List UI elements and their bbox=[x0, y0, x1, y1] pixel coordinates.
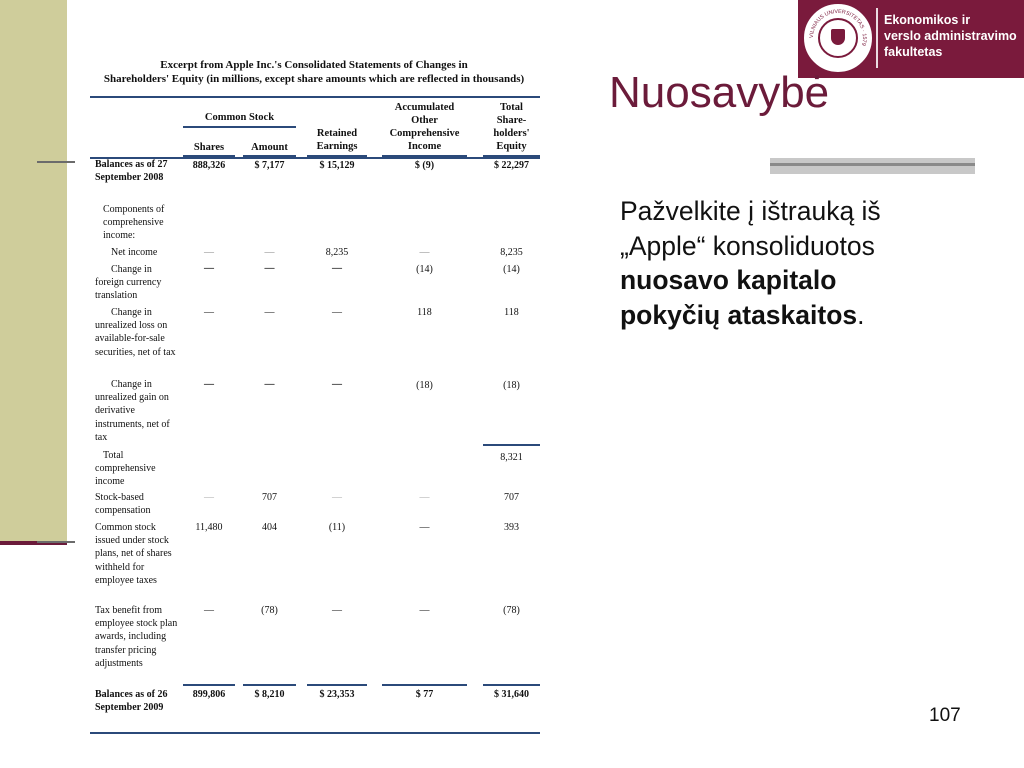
cell-shares: — bbox=[204, 247, 214, 258]
cell-total: $ 22,297 bbox=[494, 160, 529, 171]
cell-retained: (11) bbox=[328, 522, 346, 533]
left-decor-line-bottom bbox=[37, 541, 75, 543]
cell-amount: $ 8,210 bbox=[254, 689, 285, 700]
final-rule-shares bbox=[183, 684, 235, 686]
row-label bbox=[95, 449, 180, 489]
cell-retained: — bbox=[332, 307, 342, 318]
cell-retained: — bbox=[332, 605, 342, 616]
header-total-line-3: holders' bbox=[493, 128, 530, 139]
cell-shares: — bbox=[204, 263, 214, 274]
cell-retained: 8,235 bbox=[325, 247, 349, 258]
cell-retained: $ 23,353 bbox=[319, 689, 355, 700]
faculty-name-line-2: verslo administravimo bbox=[884, 29, 1017, 43]
faculty-name-line-1: Ekonomikos ir bbox=[884, 13, 971, 27]
header-retained-line-1: Retained bbox=[316, 128, 358, 139]
row-label: Balances as of 26 September 2009 bbox=[95, 689, 168, 714]
cell-amount: — bbox=[264, 247, 275, 258]
header-common-stock: Common Stock bbox=[204, 112, 275, 123]
row-label: Stock-based compensation bbox=[95, 492, 151, 517]
row-label: Net income bbox=[111, 247, 158, 258]
svg-text:VILNIAUS UNIVERSITETAS · 1579: VILNIAUS UNIVERSITETAS · 1579 bbox=[808, 8, 868, 47]
cell-aoci: (14) bbox=[416, 264, 433, 275]
cell-aoci: — bbox=[419, 247, 430, 258]
row-label-text: Change in unrealized loss on available-for-sale securities, net of tax bbox=[95, 307, 176, 358]
row-label: Balances as of 27 September 2008 bbox=[95, 159, 168, 184]
row-label-text: Change in unrealized gain on derivative instruments, net of tax bbox=[95, 379, 170, 443]
header-total-line-1: Total bbox=[500, 102, 523, 113]
logo-divider bbox=[876, 8, 878, 68]
header-retained-earnings bbox=[307, 127, 367, 153]
left-decor-band bbox=[0, 0, 67, 541]
cell-amount: — bbox=[264, 307, 275, 318]
cell-shares: — bbox=[204, 605, 214, 616]
seal-inner-ring bbox=[818, 18, 858, 58]
cell-retained: — bbox=[332, 492, 342, 503]
row-label: Tax benefit from employee stock plan awards, including transfer pricing adjustments bbox=[95, 605, 178, 669]
cell-shares: — bbox=[204, 307, 214, 318]
header-total-equity bbox=[483, 101, 540, 153]
row-label: Components of comprehensive income: bbox=[103, 204, 165, 242]
cell-aoci: (18) bbox=[416, 380, 433, 391]
excerpt-title bbox=[88, 58, 540, 86]
cell-amount: — bbox=[264, 263, 275, 274]
cell-aoci: $ (9) bbox=[414, 160, 435, 171]
cell-total: (18) bbox=[503, 380, 520, 391]
excerpt-title-line-1: Excerpt from Apple Inc.'s Consolidated Statements of Changes in bbox=[160, 59, 468, 71]
page-number: 107 bbox=[929, 705, 961, 726]
row-label-text: Change in foreign currency translation bbox=[95, 264, 162, 302]
cell-total: (14) bbox=[503, 264, 520, 275]
cell-shares: 899,806 bbox=[192, 689, 226, 700]
header-aoci-line-2: Other bbox=[411, 115, 438, 126]
cell-total: (78) bbox=[503, 605, 520, 616]
body-text-bold: nuosavo kapitalo pokyčių ataskaitos bbox=[620, 265, 858, 330]
table-bottom-rule bbox=[90, 732, 540, 734]
row-label: Common stock issued under stock plans, net of shares withheld for employee taxes bbox=[95, 522, 172, 586]
final-rule-amount bbox=[243, 684, 296, 686]
final-rule-aoci bbox=[382, 684, 467, 686]
cell-total: 118 bbox=[504, 307, 519, 318]
slide-body-text bbox=[620, 194, 920, 332]
cell-total: $ 31,640 bbox=[494, 689, 529, 700]
cell-amount: (78) bbox=[261, 605, 278, 616]
cell-amount: $ 7,177 bbox=[254, 160, 285, 171]
common-stock-rule bbox=[183, 126, 296, 128]
header-total-line-2: Share- bbox=[496, 115, 527, 126]
cell-retained: — bbox=[332, 379, 342, 390]
cell-total: 8,235 bbox=[500, 247, 523, 258]
body-text-plain: Pažvelkite į ištrauką iš „Apple“ konsoliduotos bbox=[620, 196, 881, 261]
row-label bbox=[95, 306, 180, 359]
university-seal-icon bbox=[802, 2, 874, 74]
cell-aoci: — bbox=[419, 522, 430, 533]
cell-shares: 11,480 bbox=[195, 522, 223, 533]
faculty-name bbox=[884, 12, 1020, 60]
header-aoci-line-4: Income bbox=[407, 141, 442, 152]
row-label bbox=[95, 378, 180, 444]
cell-aoci: — bbox=[419, 492, 430, 503]
header-aoci-line-3: Comprehensive bbox=[389, 128, 460, 139]
header-aoci bbox=[382, 101, 467, 153]
cell-shares: 888,326 bbox=[192, 160, 226, 171]
final-rule-total bbox=[483, 684, 540, 686]
cell-aoci: — bbox=[419, 605, 430, 616]
cell-amount: 404 bbox=[262, 522, 277, 533]
header-shares: Shares bbox=[193, 142, 225, 153]
cell-total: 393 bbox=[504, 522, 519, 533]
cell-amount: — bbox=[264, 379, 275, 390]
row-label-text: Total comprehensive income bbox=[95, 450, 156, 488]
cell-retained: $ 15,129 bbox=[319, 160, 355, 171]
cell-amount: 707 bbox=[262, 492, 277, 503]
header-total-line-4: Equity bbox=[496, 141, 527, 152]
excerpt-title-line-2: Shareholders' Equity (in millions, except share amounts which are reflected in thousands) bbox=[103, 73, 525, 85]
slide-title: Nuosavybė bbox=[609, 68, 830, 117]
left-decor-line-top bbox=[37, 161, 75, 163]
financial-excerpt bbox=[88, 58, 540, 86]
table-top-rule bbox=[90, 96, 540, 98]
header-retained-line-2: Earnings bbox=[316, 141, 358, 152]
total-comprehensive-rule bbox=[483, 444, 540, 446]
header-amount: Amount bbox=[251, 142, 288, 153]
faculty-name-line-3: fakultetas bbox=[884, 45, 943, 59]
body-text-period: . bbox=[857, 299, 865, 330]
row-label bbox=[95, 263, 180, 303]
cell-total: 8,321 bbox=[500, 452, 523, 463]
cell-aoci: $ 77 bbox=[415, 689, 434, 700]
cell-retained: — bbox=[332, 263, 342, 274]
cell-shares: — bbox=[204, 492, 214, 503]
cell-total: 707 bbox=[504, 492, 519, 503]
header-aoci-line-1: Accumulated bbox=[394, 102, 455, 113]
title-underline-bar bbox=[770, 158, 975, 174]
final-rule-retained bbox=[307, 684, 367, 686]
title-underline-line bbox=[770, 163, 975, 166]
cell-aoci: 118 bbox=[417, 307, 432, 318]
seal-shield-icon bbox=[831, 29, 845, 45]
cell-shares: — bbox=[204, 379, 214, 390]
